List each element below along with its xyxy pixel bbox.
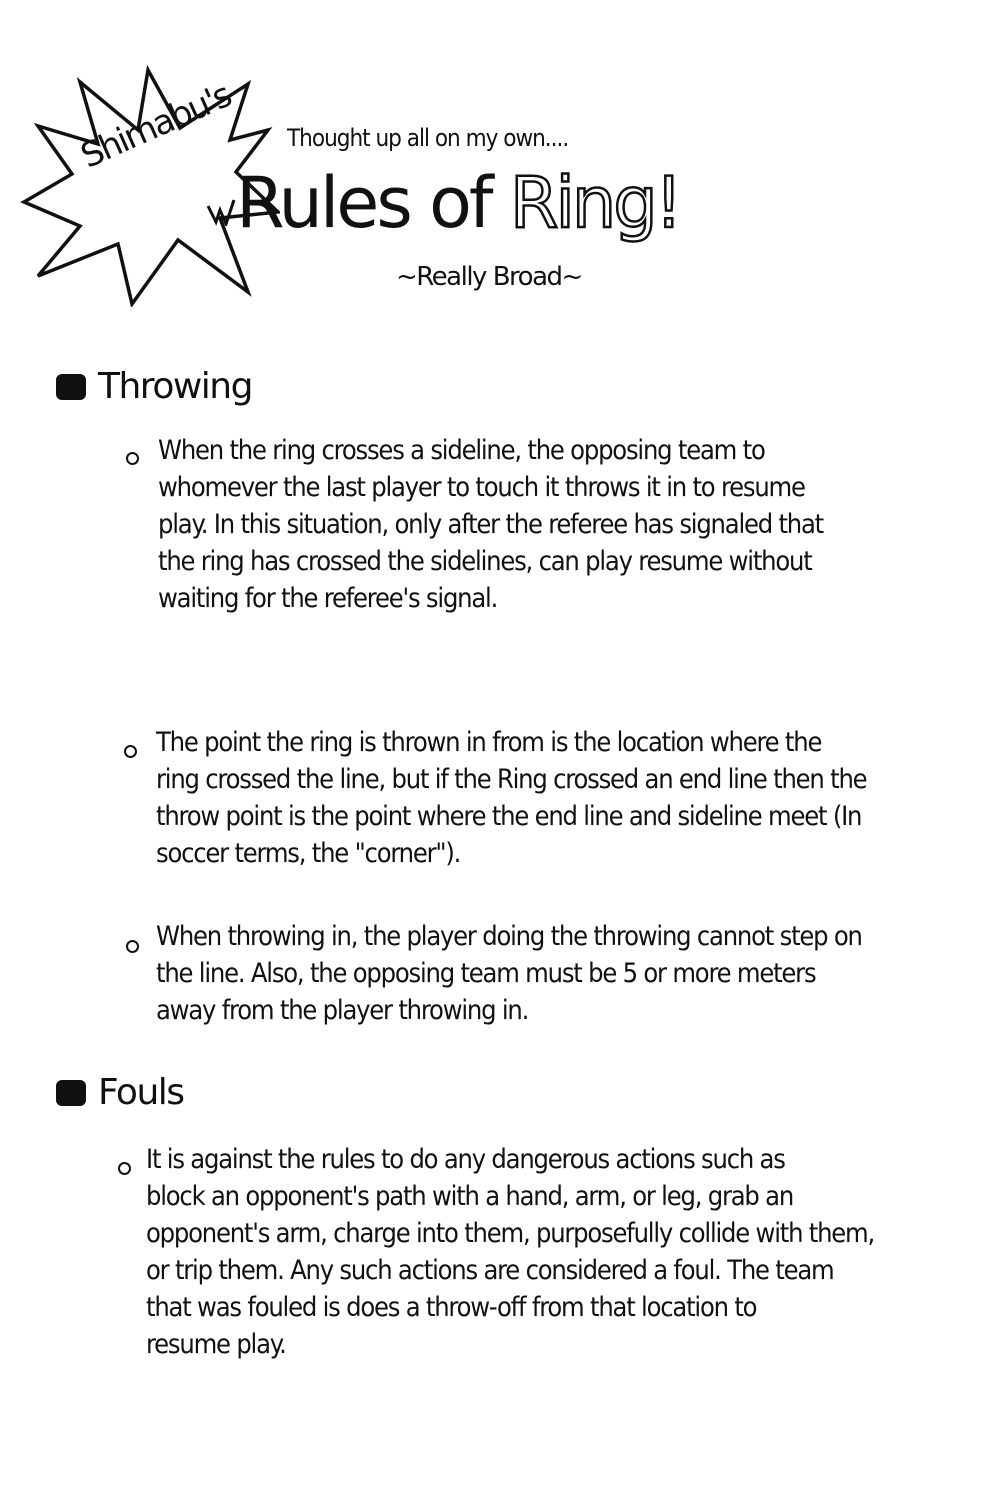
text-line: block an opponent's path with a hand, arm, or leg, grab an xyxy=(146,1181,794,1212)
section-heading-fouls xyxy=(56,1072,184,1113)
square-bullet-icon xyxy=(56,1080,86,1106)
circle-bullet-icon xyxy=(126,940,139,953)
text-line: opponent's arm, charge into them, purposefully collide with them, xyxy=(146,1218,875,1249)
text-line: ring crossed the line, but if the Ring crossed an end line then the xyxy=(156,764,867,795)
text-line: The point the ring is thrown in from is the location where the xyxy=(156,727,822,758)
text-line: that was fouled is does a throw-off from that location to xyxy=(146,1292,757,1323)
text-line: or trip them. Any such actions are considered a foul. The team xyxy=(146,1255,834,1286)
tagline: ~Really Broad~ xyxy=(396,262,582,292)
circle-bullet-icon xyxy=(126,452,139,465)
section-heading-label: Throwing xyxy=(98,366,252,407)
burst-label: Shimabu's xyxy=(75,75,237,177)
text-line: throw point is the point where the end line and sideline meet (In xyxy=(156,801,862,832)
rule-paragraph xyxy=(156,724,866,872)
circle-bullet-icon xyxy=(118,1162,131,1175)
section-heading-throwing xyxy=(56,366,252,407)
text-line: resume play. xyxy=(146,1329,286,1360)
section-heading-label: Fouls xyxy=(98,1072,184,1113)
text-line: soccer terms, the "corner"). xyxy=(156,838,461,869)
text-line: play. In this situation, only after the referee has signaled that xyxy=(158,509,824,540)
text-line: the ring has crossed the sidelines, can play resume without xyxy=(158,546,812,577)
text-line: the line. Also, the opposing team must be 5 or more meters xyxy=(156,958,816,989)
text-line: When throwing in, the player doing the throwing cannot step on xyxy=(156,921,862,952)
rule-paragraph xyxy=(156,918,862,1029)
text-line: waiting for the referee's signal. xyxy=(158,583,498,614)
text-line: whomever the last player to touch it throws it in to resume xyxy=(158,472,805,503)
circle-bullet-icon xyxy=(124,745,137,758)
rule-paragraph xyxy=(158,432,823,617)
title-prefix: Rules of xyxy=(236,162,510,244)
text-line: When the ring crosses a sideline, the opposing team to xyxy=(158,435,765,466)
tick-mark-icon xyxy=(206,196,236,226)
text-line: away from the player throwing in. xyxy=(156,995,529,1026)
text-line: It is against the rules to do any dangerous actions such as xyxy=(146,1144,785,1175)
title-ring-word: Ring! xyxy=(509,162,680,244)
rule-paragraph xyxy=(146,1141,874,1363)
page-title xyxy=(236,162,680,244)
square-bullet-icon xyxy=(56,374,86,400)
subtitle: Thought up all on my own.... xyxy=(287,124,569,152)
